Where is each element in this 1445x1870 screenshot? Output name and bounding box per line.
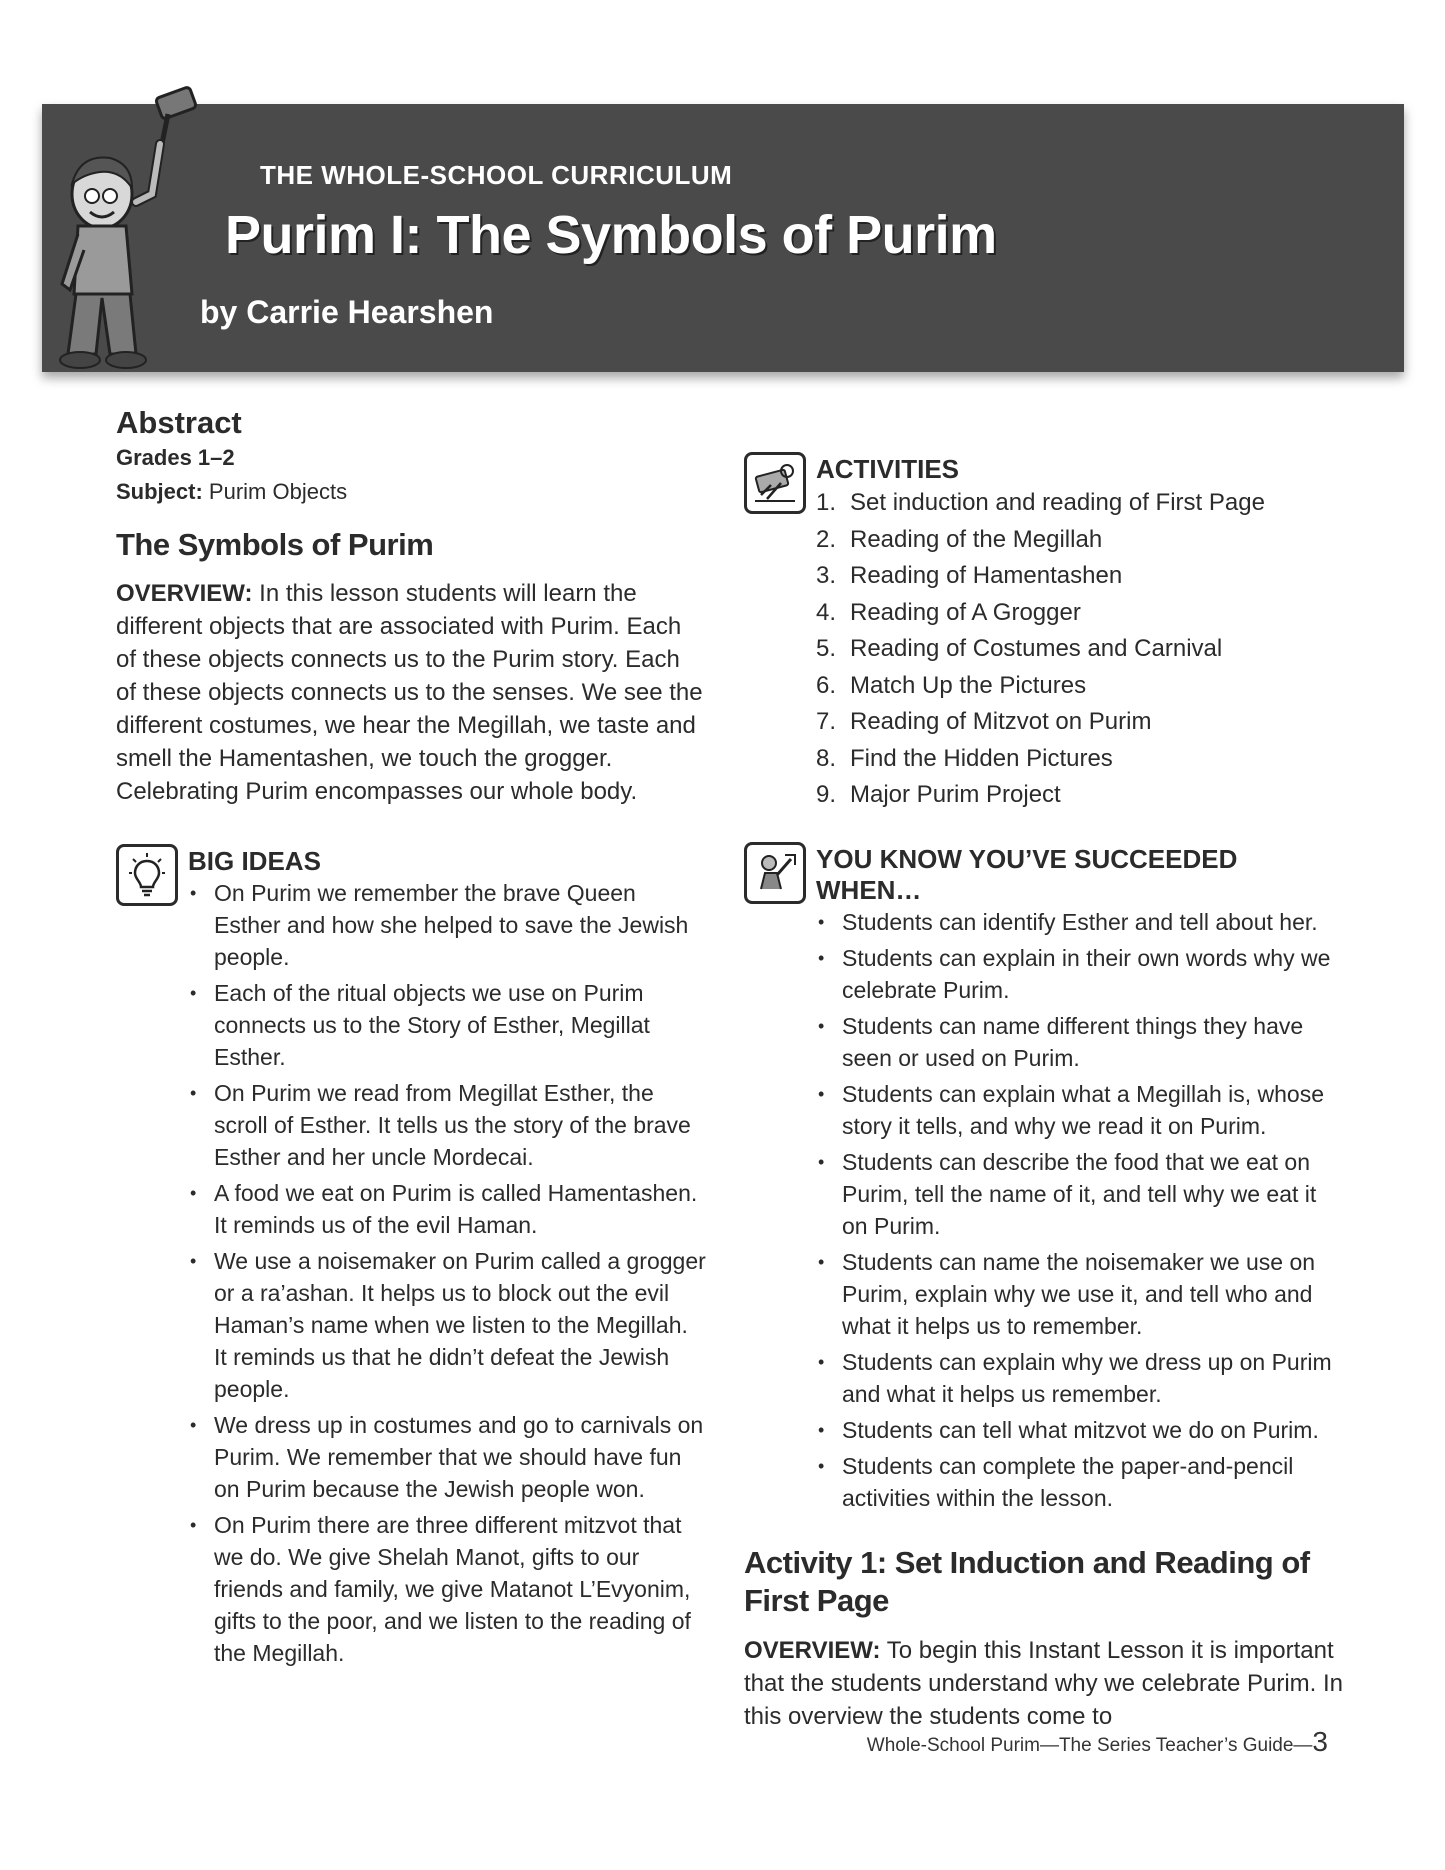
activity-item bbox=[816, 558, 1344, 595]
success-item: • Students can explain why we dress up on Purim and what it helps us remember. bbox=[816, 1346, 1344, 1410]
activity-number: 1. bbox=[816, 489, 837, 516]
success-item: • Students can complete the paper-and-pencil activities within the lesson. bbox=[816, 1450, 1344, 1514]
grades-label: Grades 1–2 bbox=[116, 445, 235, 470]
activities-list bbox=[816, 485, 1344, 814]
series-title: THE WHOLE-SCHOOL CURRICULUM bbox=[260, 160, 733, 190]
activity-number: 3. bbox=[816, 562, 837, 589]
big-ideas-list bbox=[188, 877, 706, 1669]
success-item: • Students can name different things they have seen or used on Purim. bbox=[816, 1010, 1344, 1074]
big-idea-item: • A food we eat on Purim is called Hamentashen. It reminds us of the evil Haman. bbox=[188, 1177, 706, 1241]
page-footer bbox=[867, 1726, 1328, 1758]
activity1-overview-text: To begin this Instant Lesson it is important that the students understand why we celebrate Purim. In this overview the students come to bbox=[744, 1636, 1344, 1730]
activity-item bbox=[816, 704, 1344, 741]
big-idea-item: • On Purim we read from Megillat Esther, the scroll of Esther. It tells us the story of the brave Esther and her uncle Mordecai. bbox=[188, 1077, 706, 1173]
big-idea-item: • Each of the ritual objects we use on Purim connects us to the Story of Esther, Megillat Esther. bbox=[188, 977, 706, 1073]
lightbulb-icon bbox=[116, 844, 178, 906]
subject-label: Subject: bbox=[116, 479, 203, 504]
activity-label: Set induction and reading of First Page bbox=[850, 489, 1265, 516]
activity-number: 6. bbox=[816, 671, 837, 699]
activity-number: 4. bbox=[816, 598, 837, 626]
success-icon bbox=[744, 842, 806, 904]
activity-number: 9. bbox=[816, 781, 837, 808]
activity-label: Find the Hidden Pictures bbox=[850, 744, 1113, 772]
activities-section bbox=[744, 452, 1344, 814]
success-item: • Students can explain in their own words why we celebrate Purim. bbox=[816, 942, 1344, 1006]
activity-label: Match Up the Pictures bbox=[850, 671, 1087, 699]
activity-number: 8. bbox=[816, 744, 837, 772]
success-heading: YOU KNOW YOU’VE SUCCEEDED WHEN… bbox=[816, 843, 1238, 905]
author-byline: by Carrie Hearshen bbox=[200, 294, 494, 330]
cartoon-character-icon bbox=[40, 84, 220, 384]
left-column bbox=[116, 405, 706, 1673]
activity-item bbox=[816, 522, 1344, 559]
activity-label: Reading of A Grogger bbox=[850, 598, 1081, 626]
symbols-heading: The Symbols of Purim bbox=[116, 527, 434, 562]
success-item: • Students can name the noisemaker we use on Purim, explain why we use it, and tell who and what it helps us to remember. bbox=[816, 1246, 1344, 1342]
success-item: • Students can describe the food that we eat on Purim, tell the name of it, and tell why we eat it on Purim. bbox=[816, 1146, 1344, 1242]
big-ideas-heading: BIG IDEAS bbox=[188, 846, 321, 876]
header-banner bbox=[42, 104, 1404, 372]
activity-label: Reading of the Megillah bbox=[850, 525, 1103, 553]
success-list bbox=[816, 906, 1344, 1514]
activity-item bbox=[816, 631, 1344, 668]
success-section bbox=[744, 842, 1344, 1518]
success-item: • Students can identify Esther and tell about her. bbox=[816, 906, 1344, 938]
activity-number: 7. bbox=[816, 708, 837, 735]
activity-label: Reading of Mitzvot on Purim bbox=[850, 708, 1152, 735]
activity1-overview bbox=[744, 1634, 1344, 1733]
activity-number: 2. bbox=[816, 525, 837, 553]
page-number: 3 bbox=[1312, 1726, 1328, 1757]
page-title: Purim I: The Symbols of Purim bbox=[225, 205, 997, 265]
activity1-overview-label: OVERVIEW: bbox=[744, 1636, 881, 1664]
abstract-meta bbox=[116, 441, 706, 509]
overview-label: OVERVIEW: bbox=[116, 580, 253, 607]
activity-label: Reading of Costumes and Carnival bbox=[850, 635, 1223, 662]
abstract-heading: Abstract bbox=[116, 405, 242, 440]
activity-item bbox=[816, 777, 1344, 814]
activity-item bbox=[816, 485, 1344, 522]
right-column bbox=[744, 452, 1344, 1733]
symbols-overview bbox=[116, 577, 706, 808]
big-idea-item: • We use a noisemaker on Purim called a grogger or a ra’ashan. It helps us to block out the evil Haman’s name when we listen to the Megillah. It reminds us that he didn’t defeat the Jewish people. bbox=[188, 1245, 706, 1405]
footer-text: Whole-School Purim—The Series Teacher’s Guide— bbox=[866, 1735, 1313, 1756]
activity-label: Reading of Hamentashen bbox=[850, 562, 1123, 589]
activity-label: Major Purim Project bbox=[850, 781, 1061, 808]
big-idea-item: • On Purim we remember the brave Queen Esther and how she helped to save the Jewish people. bbox=[188, 877, 706, 973]
success-item: • Students can tell what mitzvot we do on Purim. bbox=[816, 1414, 1344, 1446]
overview-text: In this lesson students will learn the different objects that are associated with Purim. Each of these objects connects us to the Purim story. Each of these objects connects us to the senses. We see the different costumes, we hear the Megillah, we taste and smell the Hamentashen, we touch the grogger. Celebrating Purim encompasses our whole body. bbox=[116, 580, 703, 805]
big-idea-item: • On Purim there are three different mitzvot that we do. We give Shelah Manot, gifts to our friends and family, we give Matanot L’Evyonim, gifts to the poor, and we listen to the reading of the Megillah. bbox=[188, 1509, 706, 1669]
activity-number: 5. bbox=[816, 635, 837, 662]
activity-item bbox=[816, 668, 1344, 705]
activity1-heading: Activity 1: Set Induction and Reading of First Page bbox=[744, 1544, 1310, 1618]
activity-item bbox=[816, 595, 1344, 632]
subject-value: Purim Objects bbox=[208, 479, 348, 504]
activities-icon bbox=[744, 452, 806, 514]
activity-item bbox=[816, 741, 1344, 778]
success-item: • Students can explain what a Megillah is, whose story it tells, and why we read it on Purim. bbox=[816, 1078, 1344, 1142]
activities-heading: ACTIVITIES bbox=[816, 454, 960, 484]
big-idea-item: • We dress up in costumes and go to carnivals on Purim. We remember that we should have fun on Purim because the Jewish people won. bbox=[188, 1409, 706, 1505]
big-ideas-section bbox=[116, 844, 706, 1673]
